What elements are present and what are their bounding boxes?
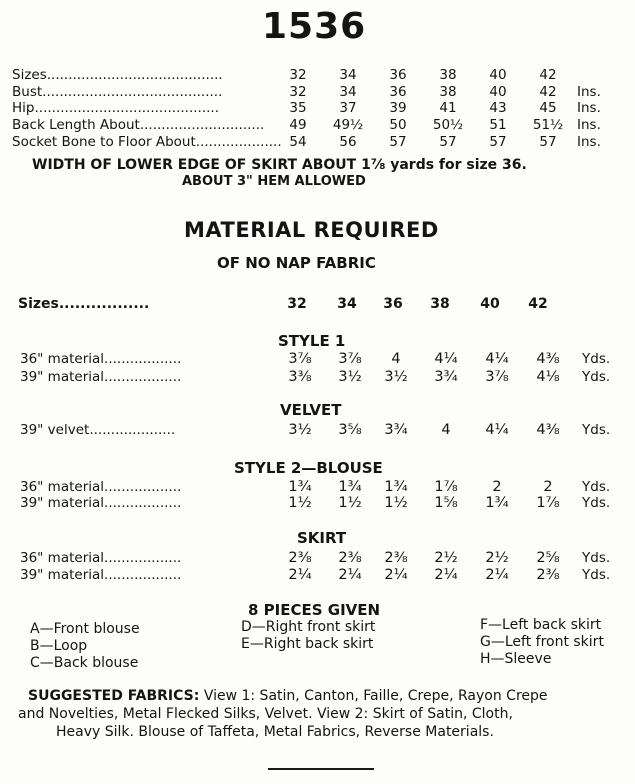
pieces-heading: 8 PIECES GIVEN [248, 601, 381, 619]
measurement-value: 56 [339, 134, 357, 150]
material-value: 2½ [434, 550, 458, 566]
piece-item: A—Front blouse [30, 621, 140, 637]
material-row-label: 36" material.................. [20, 550, 182, 566]
material-value: 3⅞ [338, 351, 362, 367]
measurement-value: 38 [439, 67, 457, 83]
material-value: 4¼ [434, 351, 458, 367]
material-size: 40 [480, 296, 500, 312]
material-value: 2⅜ [288, 550, 312, 566]
material-value: 1½ [338, 495, 362, 511]
material-value: 2¼ [384, 567, 408, 583]
measurement-value: 39 [389, 100, 407, 116]
piece-item: C—Back blouse [30, 655, 139, 671]
material-value: 3½ [288, 422, 312, 438]
material-value: 4⅜ [536, 351, 560, 367]
measurement-value: 35 [289, 100, 307, 116]
material-size: 42 [528, 296, 548, 312]
measurement-value: 34 [339, 84, 357, 100]
measurement-value: 43 [489, 100, 507, 116]
measurement-value: 36 [389, 67, 407, 83]
material-row-label: 39" material.................. [20, 567, 182, 583]
skirt-width-note: WIDTH OF LOWER EDGE OF SKIRT ABOUT 1⅞ yards for size 36. [32, 157, 527, 173]
material-value: 3⅞ [288, 351, 312, 367]
material-value: 2¼ [288, 567, 312, 583]
measurement-label: Sizes......................................... [12, 67, 223, 83]
material-value: 1¾ [384, 479, 408, 495]
measurement-value: 40 [489, 67, 507, 83]
measurement-value: 40 [489, 84, 507, 100]
measurement-value: 57 [389, 134, 407, 150]
measurement-unit: Ins. [577, 117, 601, 133]
measurement-label: Back Length About............................. [12, 117, 265, 133]
pattern-number: 1536 [262, 6, 367, 47]
measurement-value: 32 [289, 84, 307, 100]
piece-item: D—Right front skirt [241, 619, 376, 635]
material-unit: Yds. [582, 369, 611, 385]
material-row-label: 36" material.................. [20, 479, 182, 495]
material-unit: Yds. [582, 351, 611, 367]
material-value: 3¾ [434, 369, 458, 385]
measurement-label: Bust.......................................... [12, 84, 223, 100]
material-value: 2⅜ [536, 567, 560, 583]
material-unit: Yds. [582, 495, 611, 511]
measurement-value: 57 [439, 134, 457, 150]
material-value: 4¼ [485, 422, 509, 438]
material-sizes-label: Sizes................. [18, 296, 150, 312]
material-row-label: 39" material.................. [20, 369, 182, 385]
piece-item: F—Left back skirt [480, 617, 602, 633]
material-value: 1¾ [338, 479, 362, 495]
measurement-value: 36 [389, 84, 407, 100]
material-unit: Yds. [582, 567, 611, 583]
piece-item: H—Sleeve [480, 651, 552, 667]
material-heading: MATERIAL REQUIRED [184, 218, 439, 242]
material-value: 4 [441, 422, 451, 438]
material-value: 1¾ [288, 479, 312, 495]
measurement-value: 42 [539, 84, 557, 100]
bottom-rule [268, 768, 374, 770]
material-unit: Yds. [582, 550, 611, 566]
measurement-value: 49 [289, 117, 307, 133]
measurement-value: 51 [489, 117, 507, 133]
material-size: 38 [430, 296, 450, 312]
measurement-value: 37 [339, 100, 357, 116]
material-value: 1⅝ [434, 495, 458, 511]
material-value: 2¼ [434, 567, 458, 583]
measurement-value: 42 [539, 67, 557, 83]
material-value: 1¾ [485, 495, 509, 511]
material-unit: Yds. [582, 479, 611, 495]
material-value: 2 [543, 479, 553, 495]
measurement-value: 57 [489, 134, 507, 150]
material-value: 1⅞ [536, 495, 560, 511]
material-value: 2⅜ [338, 550, 362, 566]
material-value: 2⅝ [536, 550, 560, 566]
material-value: 4 [391, 351, 401, 367]
fabrics-label: SUGGESTED FABRICS: [28, 688, 200, 704]
material-row-label: 39" material.................. [20, 495, 182, 511]
measurement-value: 45 [539, 100, 557, 116]
piece-item: E—Right back skirt [241, 636, 374, 652]
material-size: 34 [337, 296, 357, 312]
material-value: 4¼ [485, 351, 509, 367]
material-value: 2 [492, 479, 502, 495]
material-value: 3¾ [384, 422, 408, 438]
material-value: 1⅞ [434, 479, 458, 495]
material-size: 36 [383, 296, 403, 312]
hem-note: ABOUT 3" HEM ALLOWED [182, 174, 366, 189]
material-value: 4⅛ [536, 369, 560, 385]
measurement-value: 32 [289, 67, 307, 83]
material-value: 3⅝ [338, 422, 362, 438]
measurement-unit: Ins. [577, 84, 601, 100]
fabrics-line-3: Heavy Silk. Blouse of Taffeta, Metal Fabrics, Reverse Materials. [56, 724, 494, 740]
material-value: 2⅜ [384, 550, 408, 566]
measurement-value: 50½ [432, 117, 464, 133]
measurement-value: 34 [339, 67, 357, 83]
measurement-value: 54 [289, 134, 307, 150]
material-value: 1½ [384, 495, 408, 511]
measurement-value: 49½ [332, 117, 364, 133]
measurement-value: 50 [389, 117, 407, 133]
material-row-label: 39" velvet.................... [20, 422, 176, 438]
fabrics-line-1: SUGGESTED FABRICS: View 1: Satin, Canton, Faille, Crepe, Rayon Crepe [28, 688, 548, 704]
material-value: 2¼ [338, 567, 362, 583]
material-value: 4⅜ [536, 422, 560, 438]
material-size: 32 [287, 296, 307, 312]
material-value: 3½ [338, 369, 362, 385]
measurement-value: 51½ [532, 117, 564, 133]
material-value: 3½ [384, 369, 408, 385]
piece-item: B—Loop [30, 638, 88, 654]
material-unit: Yds. [582, 422, 611, 438]
measurement-value: 38 [439, 84, 457, 100]
section-title: STYLE 1 [278, 332, 346, 350]
section-title: VELVET [280, 401, 342, 419]
measurement-label: Socket Bone to Floor About.................... [12, 134, 282, 150]
fabrics-line-2: and Novelties, Metal Flecked Silks, Velvet. View 2: Skirt of Satin, Cloth, [18, 706, 513, 722]
measurement-unit: Ins. [577, 134, 601, 150]
piece-item: G—Left front skirt [480, 634, 604, 650]
material-subheading: OF NO NAP FABRIC [217, 254, 376, 272]
measurement-label: Hip........................................... [12, 100, 220, 116]
section-title: STYLE 2—BLOUSE [234, 459, 383, 477]
material-value: 2¼ [485, 567, 509, 583]
material-value: 1½ [288, 495, 312, 511]
material-value: 3⅜ [288, 369, 312, 385]
measurement-value: 41 [439, 100, 457, 116]
material-value: 3⅞ [485, 369, 509, 385]
material-value: 2½ [485, 550, 509, 566]
measurement-unit: Ins. [577, 100, 601, 116]
section-title: SKIRT [297, 529, 347, 547]
material-row-label: 36" material.................. [20, 351, 182, 367]
measurement-value: 57 [539, 134, 557, 150]
